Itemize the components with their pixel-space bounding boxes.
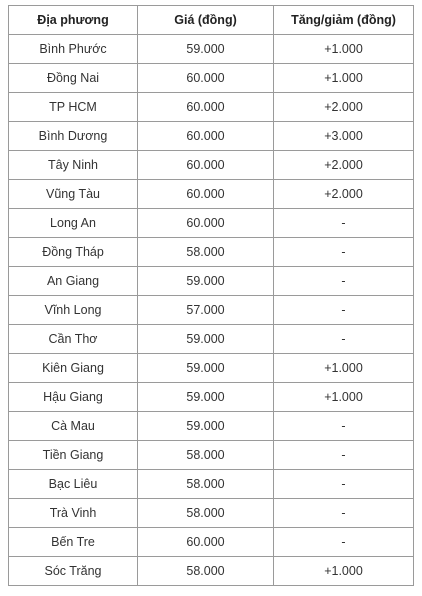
table-row — [9, 528, 414, 557]
table-body — [9, 35, 414, 586]
cell-price: 59.000 — [138, 35, 274, 64]
cell-change: - — [274, 412, 414, 441]
table-row — [9, 325, 414, 354]
cell-locality: Vũng Tàu — [9, 180, 138, 209]
cell-price: 58.000 — [138, 557, 274, 586]
cell-locality: Tây Ninh — [9, 151, 138, 180]
cell-change: - — [274, 296, 414, 325]
cell-locality: Đồng Tháp — [9, 238, 138, 267]
cell-price: 59.000 — [138, 412, 274, 441]
cell-price: 58.000 — [138, 238, 274, 267]
table-row — [9, 383, 414, 412]
cell-price: 60.000 — [138, 151, 274, 180]
cell-change: +1.000 — [274, 557, 414, 586]
cell-change: - — [274, 441, 414, 470]
cell-locality: Trà Vinh — [9, 499, 138, 528]
table-row — [9, 296, 414, 325]
cell-locality: Tiền Giang — [9, 441, 138, 470]
cell-change: - — [274, 238, 414, 267]
cell-change: - — [274, 528, 414, 557]
cell-change: - — [274, 499, 414, 528]
price-table-container — [8, 5, 414, 586]
cell-change: +2.000 — [274, 151, 414, 180]
table-header-row — [9, 6, 414, 35]
table-row — [9, 441, 414, 470]
cell-locality: Vĩnh Long — [9, 296, 138, 325]
cell-locality: Đồng Nai — [9, 64, 138, 93]
header-price: Giá (đồng) — [138, 6, 274, 35]
cell-price: 60.000 — [138, 209, 274, 238]
cell-price: 60.000 — [138, 122, 274, 151]
cell-change: +1.000 — [274, 35, 414, 64]
cell-locality: Cần Thơ — [9, 325, 138, 354]
table-row — [9, 122, 414, 151]
table-row — [9, 470, 414, 499]
table-row — [9, 93, 414, 122]
cell-change: - — [274, 209, 414, 238]
cell-locality: Bình Dương — [9, 122, 138, 151]
cell-price: 58.000 — [138, 441, 274, 470]
cell-locality: Bình Phước — [9, 35, 138, 64]
price-table — [8, 5, 414, 586]
cell-change: +1.000 — [274, 64, 414, 93]
cell-change: +2.000 — [274, 93, 414, 122]
cell-price: 59.000 — [138, 267, 274, 296]
table-row — [9, 499, 414, 528]
cell-change: - — [274, 470, 414, 499]
cell-price: 58.000 — [138, 499, 274, 528]
cell-change: +1.000 — [274, 383, 414, 412]
cell-price: 60.000 — [138, 180, 274, 209]
cell-price: 59.000 — [138, 325, 274, 354]
cell-locality: Long An — [9, 209, 138, 238]
cell-locality: Cà Mau — [9, 412, 138, 441]
table-row — [9, 209, 414, 238]
table-row — [9, 35, 414, 64]
table-row — [9, 557, 414, 586]
cell-price: 58.000 — [138, 470, 274, 499]
cell-change: +2.000 — [274, 180, 414, 209]
cell-change: +3.000 — [274, 122, 414, 151]
cell-change: - — [274, 325, 414, 354]
cell-change: - — [274, 267, 414, 296]
table-row — [9, 151, 414, 180]
cell-price: 59.000 — [138, 383, 274, 412]
cell-price: 60.000 — [138, 528, 274, 557]
cell-locality: Sóc Trăng — [9, 557, 138, 586]
cell-locality: Hậu Giang — [9, 383, 138, 412]
cell-price: 60.000 — [138, 64, 274, 93]
table-row — [9, 180, 414, 209]
cell-locality: Kiên Giang — [9, 354, 138, 383]
table-row — [9, 354, 414, 383]
cell-price: 60.000 — [138, 93, 274, 122]
cell-locality: Bến Tre — [9, 528, 138, 557]
cell-locality: TP HCM — [9, 93, 138, 122]
cell-locality: An Giang — [9, 267, 138, 296]
header-change: Tăng/giảm (đồng) — [274, 6, 414, 35]
cell-price: 59.000 — [138, 354, 274, 383]
cell-price: 57.000 — [138, 296, 274, 325]
table-row — [9, 64, 414, 93]
cell-locality: Bạc Liêu — [9, 470, 138, 499]
cell-change: +1.000 — [274, 354, 414, 383]
table-row — [9, 238, 414, 267]
header-locality: Địa phương — [9, 6, 138, 35]
table-row — [9, 267, 414, 296]
table-row — [9, 412, 414, 441]
